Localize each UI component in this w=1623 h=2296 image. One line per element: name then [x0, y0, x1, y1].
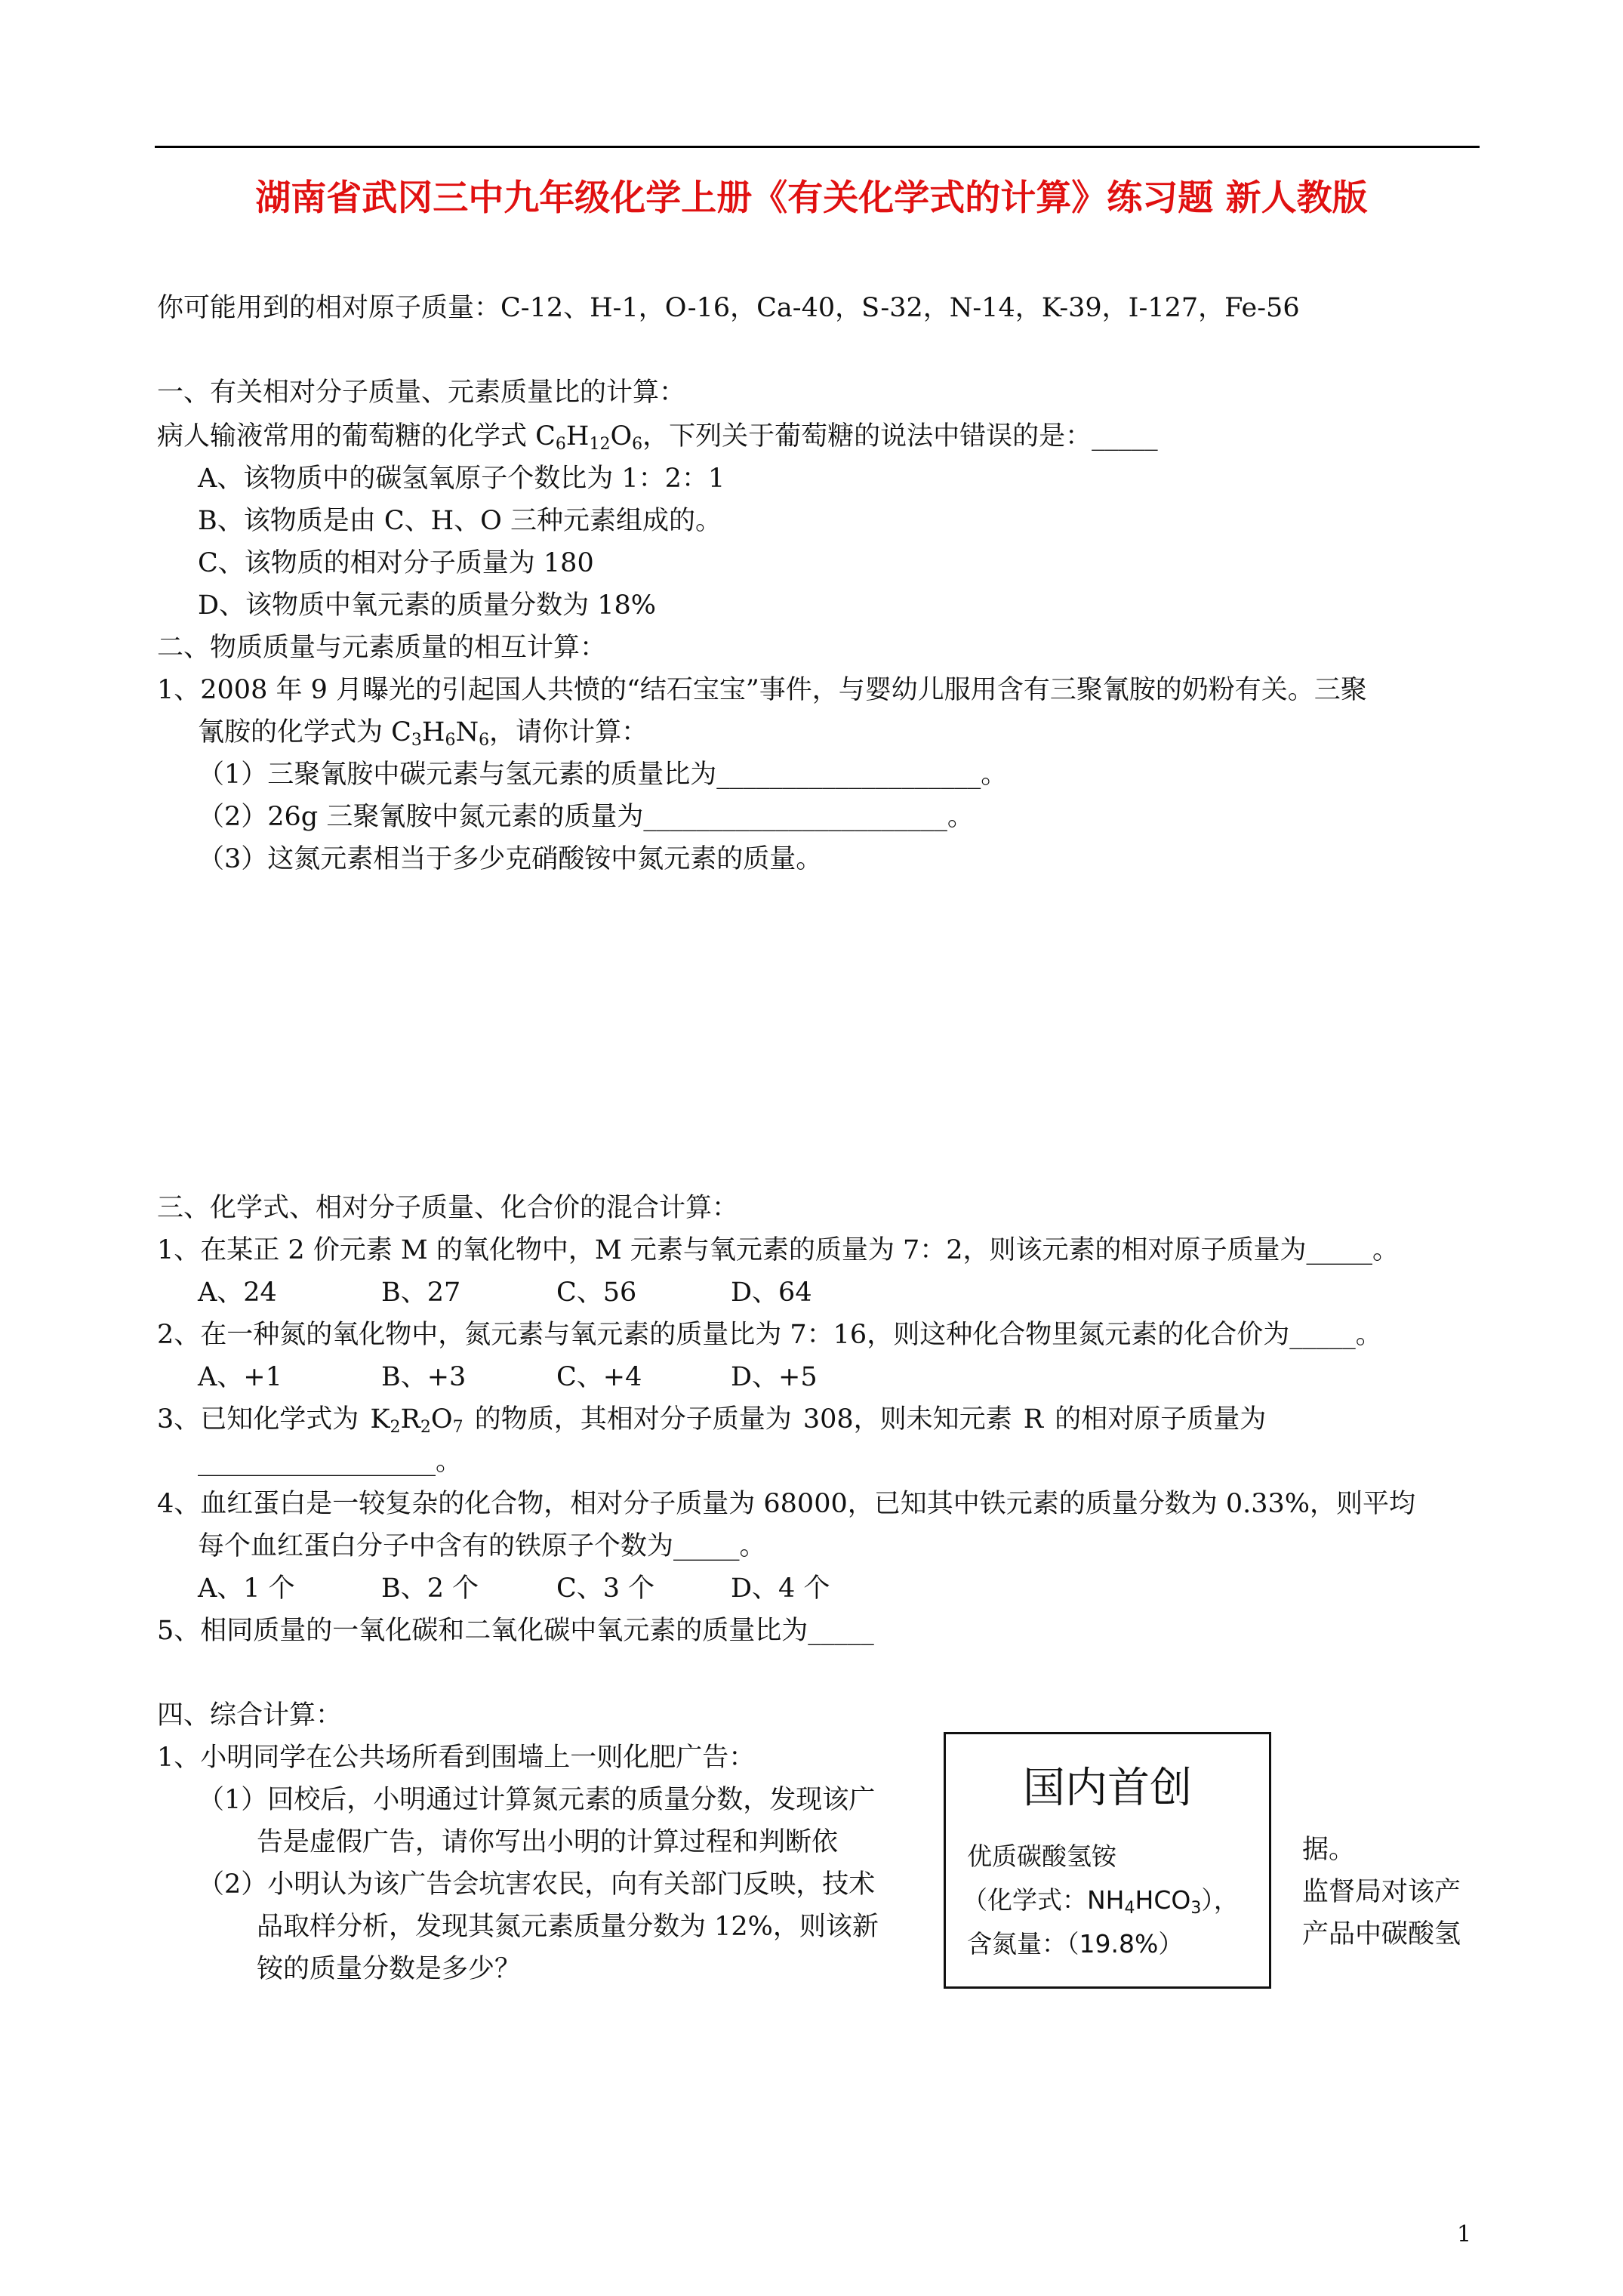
s3-q2-opt-c: C、+4: [556, 1362, 642, 1392]
s3-q4-opt-a: A、1 个: [198, 1573, 295, 1604]
ad-nitrogen-content: 含氮量：（19.8%）: [967, 1929, 1184, 1959]
s3-q1-opt-c: C、56: [556, 1277, 637, 1308]
fertilizer-ad-box: [944, 1732, 1271, 1989]
s3-q2: 2、在一种氮的氧化物中，氮元素与氧元素的质量比为 7：16，则这种化合物里氮元素的化合价为_____。: [157, 1320, 1382, 1350]
section-1-heading: 一、有关相对分子质量、元素质量比的计算：: [157, 378, 686, 408]
s3-q2-opt-d: D、+5: [731, 1362, 818, 1392]
s3-q4-opt-c: C、3 个: [556, 1573, 655, 1604]
s4-sub2-tail2: 产品中碳酸氢: [1302, 1919, 1461, 1949]
section-2-heading: 二、物质质量与元素质量的相互计算：: [157, 633, 607, 663]
page-title: 湖南省武冈三中九年级化学上册《有关化学式的计算》练习题 新人教版: [255, 177, 1368, 219]
s1-option-d: D、该物质中氧元素的质量分数为 18%: [198, 590, 656, 621]
s3-q2-opt-a: A、+1: [198, 1362, 282, 1392]
ad-headline: 国内首创: [1023, 1764, 1192, 1813]
s2-sub1: （1）三聚氰胺中碳元素与氢元素的质量比为____________________。: [198, 760, 1008, 790]
page-number: 1: [1457, 2221, 1472, 2248]
s2-sub3: （3）这氮元素相当于多少克硝酸铵中氮元素的质量。: [198, 844, 823, 874]
s2-q1-line1: 1、2008 年 9 月曝光的引起国人共愤的“结石宝宝”事件，与婴幼儿服用含有三聚氰胺的奶粉有关。三聚: [157, 675, 1367, 705]
s3-q2-opt-b: B、+3: [381, 1362, 467, 1392]
s3-q4-line2: 每个血红蛋白分子中含有的铁原子个数为_____。: [198, 1531, 766, 1561]
s4-sub2-tail1: 监督局对该产: [1302, 1877, 1461, 1907]
s3-q1-opt-b: B、27: [381, 1277, 461, 1308]
s4-sub2-line2: 品取样分析，发现其氮元素质量分数为 12%，则该新: [257, 1912, 879, 1942]
ad-formula: （化学式：$NH_4HCO_3$），: [962, 1885, 1239, 1918]
s1-option-a: A、该物质中的碳氢氧原子个数比为 1：2：1: [198, 464, 725, 494]
s2-sub2: （2）26g 三聚氰胺中氮元素的质量为_______________________。: [198, 802, 974, 832]
s4-sub1-line1: （1）回校后，小明通过计算氮元素的质量分数，发现该广: [198, 1785, 876, 1815]
s4-sub1-line2: 告是虚假广告，请你写出小明的计算过程和判断依: [257, 1827, 839, 1857]
s3-q1-opt-a: A、24: [198, 1277, 277, 1308]
header-rule: [155, 146, 1480, 148]
atomic-masses: 你可能用到的相对原子质量：C-12、H-1，O-16，Ca-40，S-32，N-14，K-39，I-127，Fe-56: [157, 293, 1300, 323]
s3-q4-line1: 4、血红蛋白是一较复杂的化合物，相对分子质量为 68000，已知其中铁元素的质量分数为 0.33%，则平均: [157, 1489, 1416, 1519]
s1-option-c: C、该物质的相对分子质量为 180: [198, 548, 594, 578]
s3-q3-line2: __________________。: [198, 1447, 463, 1477]
s3-q4-opt-d: D、4 个: [731, 1573, 830, 1604]
s4-q1: 1、小明同学在公共场所看到围墙上一则化肥广告：: [157, 1743, 756, 1773]
ad-product: 优质碳酸氢铵: [967, 1841, 1116, 1871]
section-4-heading: 四、综合计算：: [157, 1700, 343, 1730]
s3-q3-line1: 3、已知化学式为 $K_2R_2O_7$ 的物质，其相对分子质量为 308，则未知元素 R 的相对原子质量为: [157, 1404, 1267, 1437]
s1-option-b: B、该物质是由 C、H、O 三种元素组成的。: [198, 506, 722, 536]
s3-q4-opt-b: B、2 个: [381, 1573, 479, 1604]
s4-sub2-line1: （2）小明认为该广告会坑害农民，向有关部门反映，技术: [198, 1869, 876, 1900]
s4-sub2-line3: 铵的质量分数是多少？: [257, 1954, 522, 1984]
s2-q1-line2: 氰胺的化学式为 $C_3H_6N_6$，请你计算：: [198, 717, 648, 750]
s3-q1: 1、在某正 2 价元素 M 的氧化物中，M 元素与氧元素的质量为 7：2，则该元素的相对原子质量为_____。: [157, 1235, 1400, 1265]
s3-q1-opt-d: D、64: [731, 1277, 812, 1308]
s1-question: 病人输液常用的葡萄糖的化学式 $C_6H_{12}O_6$，下列关于葡萄糖的说法中错误的是：_____: [157, 421, 1158, 454]
s4-sub1-tail: 据。: [1302, 1835, 1356, 1865]
section-3-heading: 三、化学式、相对分子质量、化合价的混合计算：: [157, 1193, 739, 1223]
s3-q5: 5、相同质量的一氧化碳和二氧化碳中氧元素的质量比为_____: [157, 1616, 874, 1646]
